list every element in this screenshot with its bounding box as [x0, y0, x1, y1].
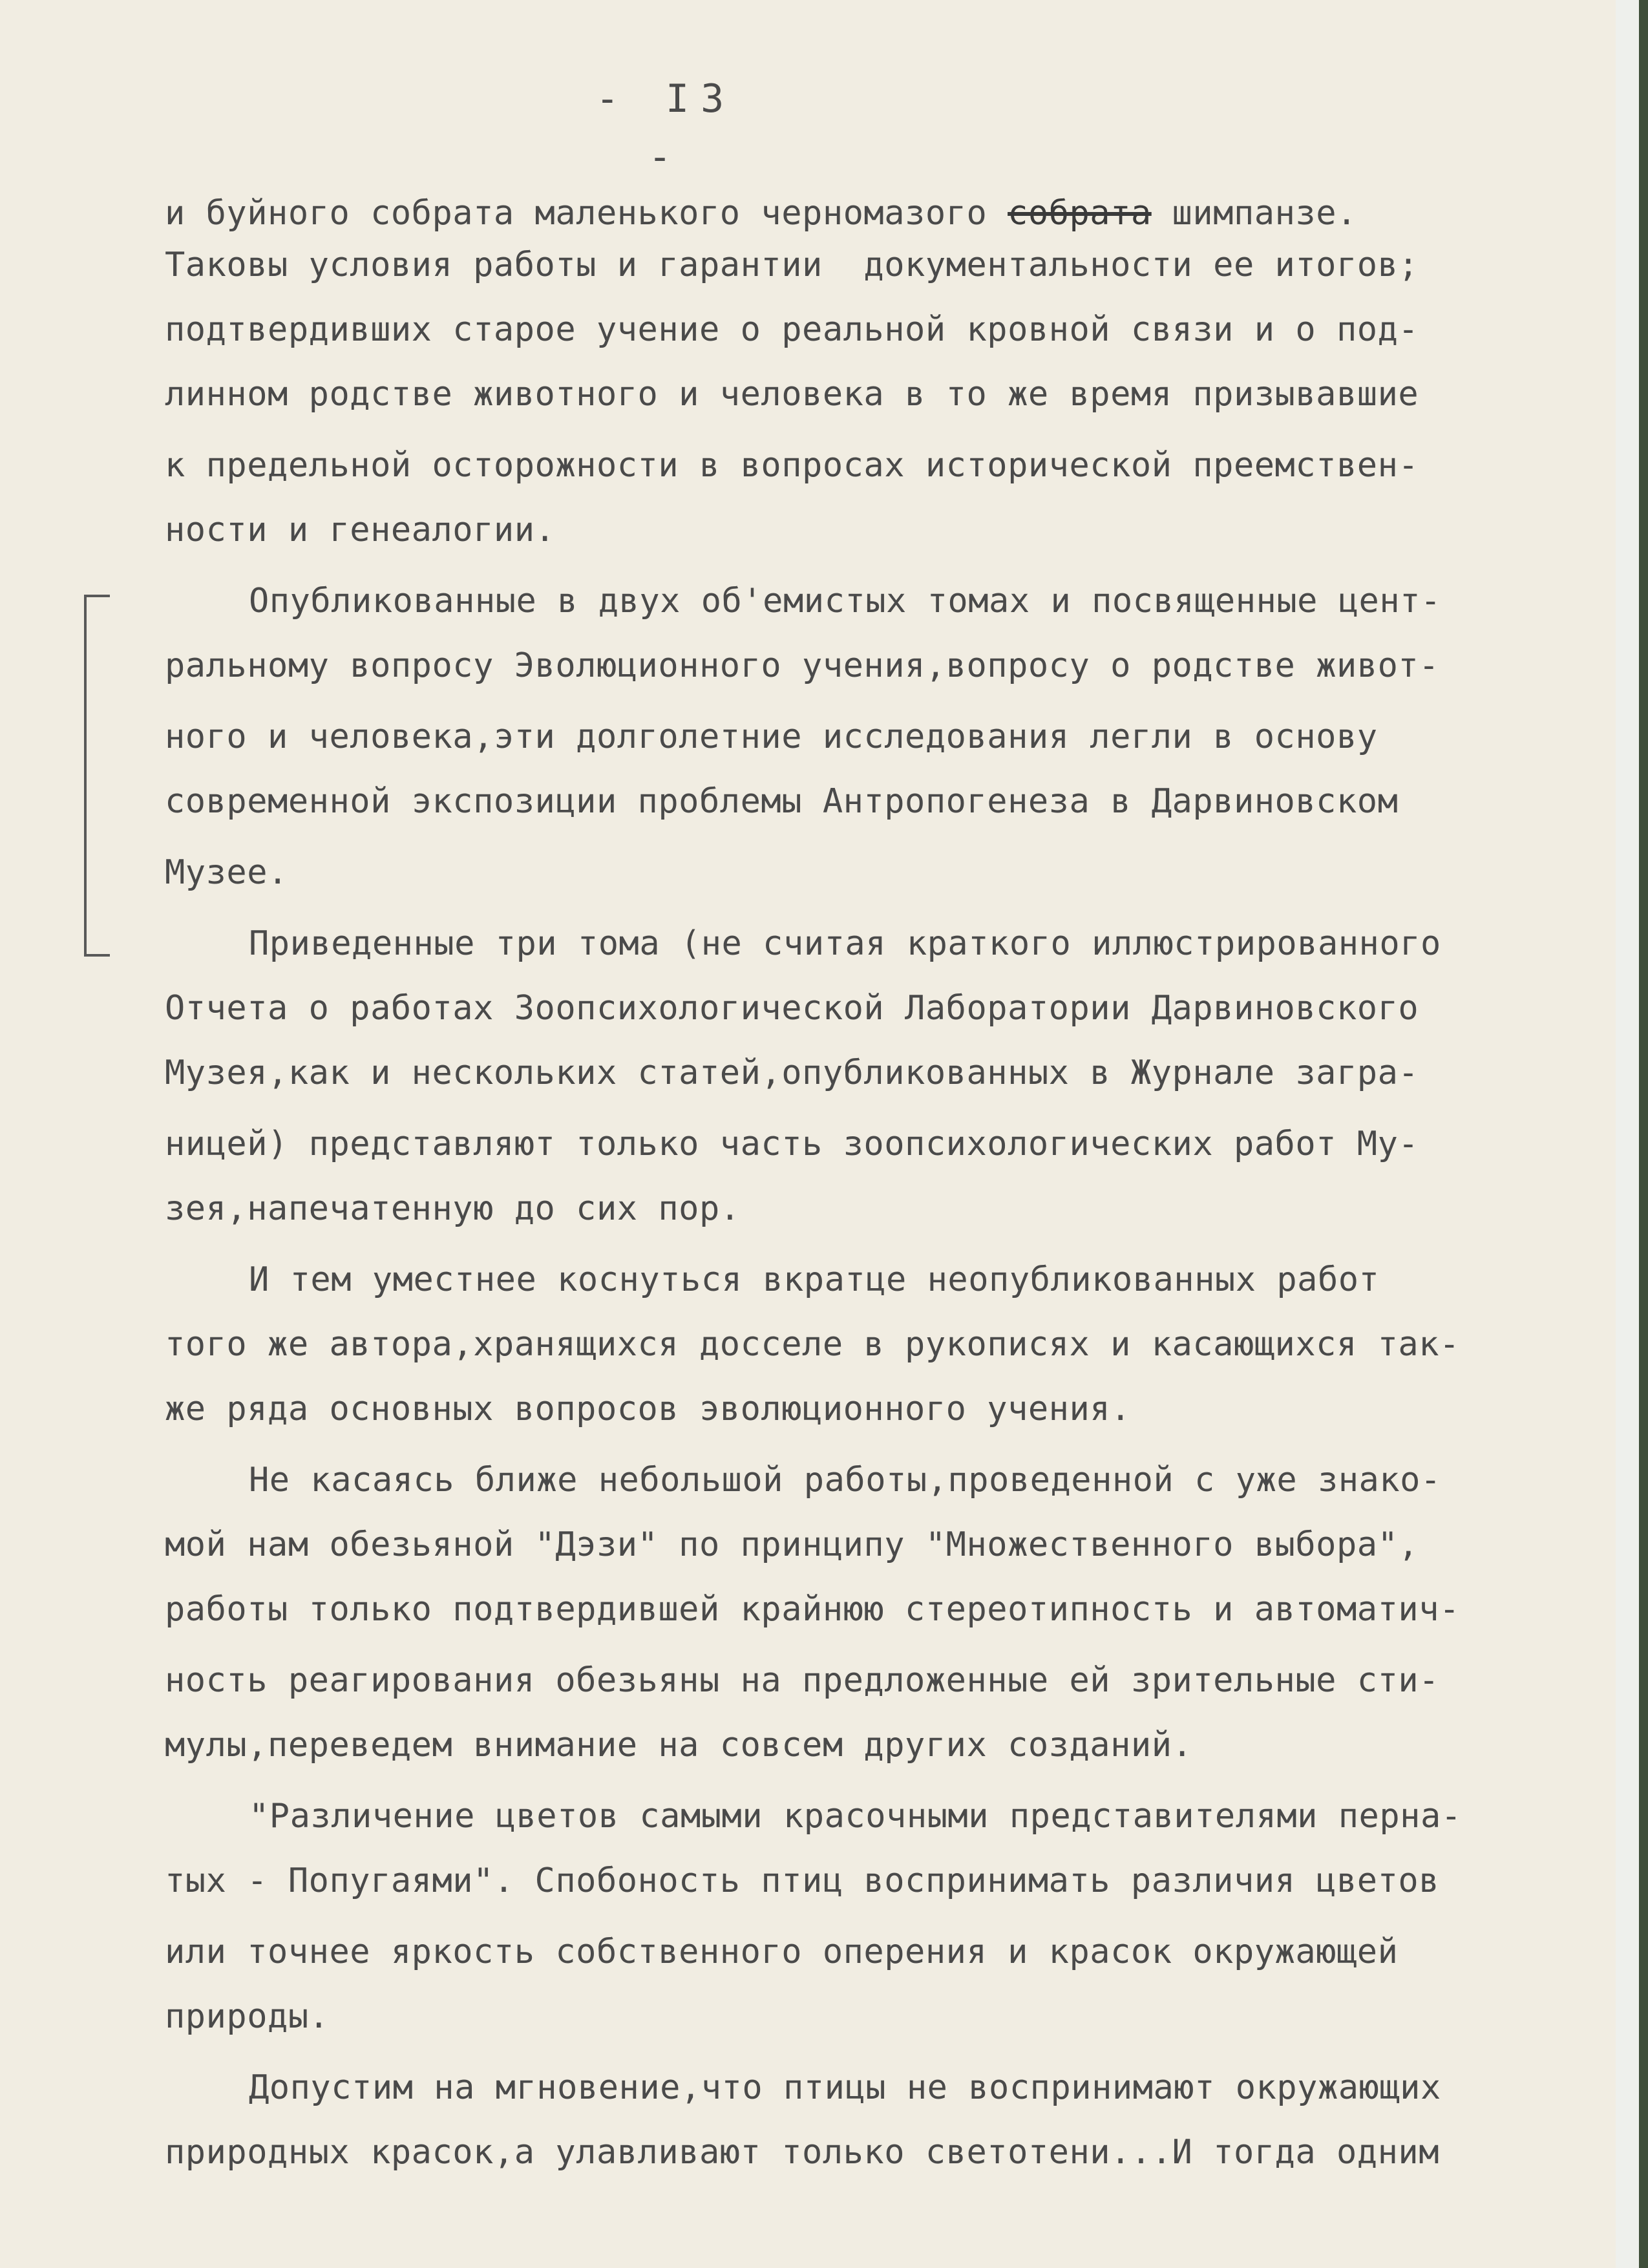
text-line-21: мой нам обезьяной "Дэзи" по принципу "Множественного выбора",	[165, 1525, 1419, 1564]
text-line-20: Не касаясь ближе небольшой работы,проведенной с уже знако-	[249, 1461, 1441, 1500]
text-line-11: Музее.	[165, 853, 288, 892]
text-line-2: Таковы условия работы и гарантии документальности ее итогов;	[165, 246, 1419, 284]
page-number: - I3 -	[595, 76, 736, 180]
text-line-25: "Различение цветов самыми красочными представителями перна-	[249, 1797, 1462, 1836]
text-line-22: работы только подтвердившей крайнюю стереотипность и автоматич-	[165, 1590, 1460, 1629]
text-line-18: того же автора,хранящихся досселе в рукописях и касающихся так-	[165, 1325, 1460, 1364]
margin-bracket	[84, 595, 110, 957]
faint-stamp-mark	[1484, 2160, 1565, 2200]
text-line-24: мулы,переведем внимание на совсем других созданий.	[165, 1726, 1193, 1765]
text-line-4: линном родстве животного и человека в то же время призывавшие	[165, 375, 1419, 414]
text-line-9: ного и человека,эти долголетние исследования легли в основу	[165, 717, 1378, 756]
text-line-29: Допустим на мгновение,что птицы не воспринимают окружающих	[249, 2068, 1441, 2107]
text-line-13: Отчета о работах Зоопсихологической Лаборатории Дарвиновского	[165, 989, 1419, 1028]
text-line-17: И тем уместнее коснуться вкратце неопубликованных работ	[249, 1260, 1380, 1299]
binder-strip	[1639, 0, 1648, 2268]
text-line-30: природных красок,а улавливают только светотени...И тогда одним	[165, 2133, 1440, 2172]
text-line-28: природы.	[165, 1997, 330, 2036]
text-line-10: современной экспозиции проблемы Антропогенеза в Дарвиновском	[165, 782, 1399, 821]
text-line-8: ральному вопросу Эволюционного учения,вопросу о родстве живот-	[165, 646, 1440, 685]
text-line-15: ницей) представляют только часть зоопсихологических работ Му-	[165, 1125, 1419, 1163]
text-line-26: тых - Попугаями". Спобоность птиц воспринимать различия цветов	[165, 1861, 1440, 1900]
text-line-19: же ряда основных вопросов эволюционного учения.	[165, 1390, 1131, 1428]
text-line-1-end: шимпанзе.	[1151, 194, 1357, 233]
struck-word: собрата	[1008, 194, 1152, 233]
text-line-16: зея,напечатенную до сих пор.	[165, 1189, 741, 1228]
text-line-5: к предельной осторожности в вопросах исторической преемствен-	[165, 446, 1419, 485]
text-line-3: подтвердивших старое учение о реальной кровной связи и о под-	[165, 310, 1419, 349]
text-line-6: ности и генеалогии.	[165, 511, 556, 549]
text-line-12: Приведенные три тома (не считая краткого иллюстрированного	[249, 924, 1441, 963]
text-line-1-start: и буйного собрата маленького черномазого	[165, 194, 1008, 233]
text-line-1	[165, 187, 1357, 239]
text-line-7: Опубликованные в двух об'емистых томах и посвященные цент-	[249, 582, 1441, 620]
text-line-27: или точнее яркость собственного оперения и красок окружающей	[165, 1933, 1399, 1971]
text-line-23: ность реагирования обезьяны на предложенные ей зрительные сти-	[165, 1661, 1440, 1700]
text-line-14: Музея,как и нескольких статей,опубликованных в Журнале загра-	[165, 1054, 1419, 1092]
